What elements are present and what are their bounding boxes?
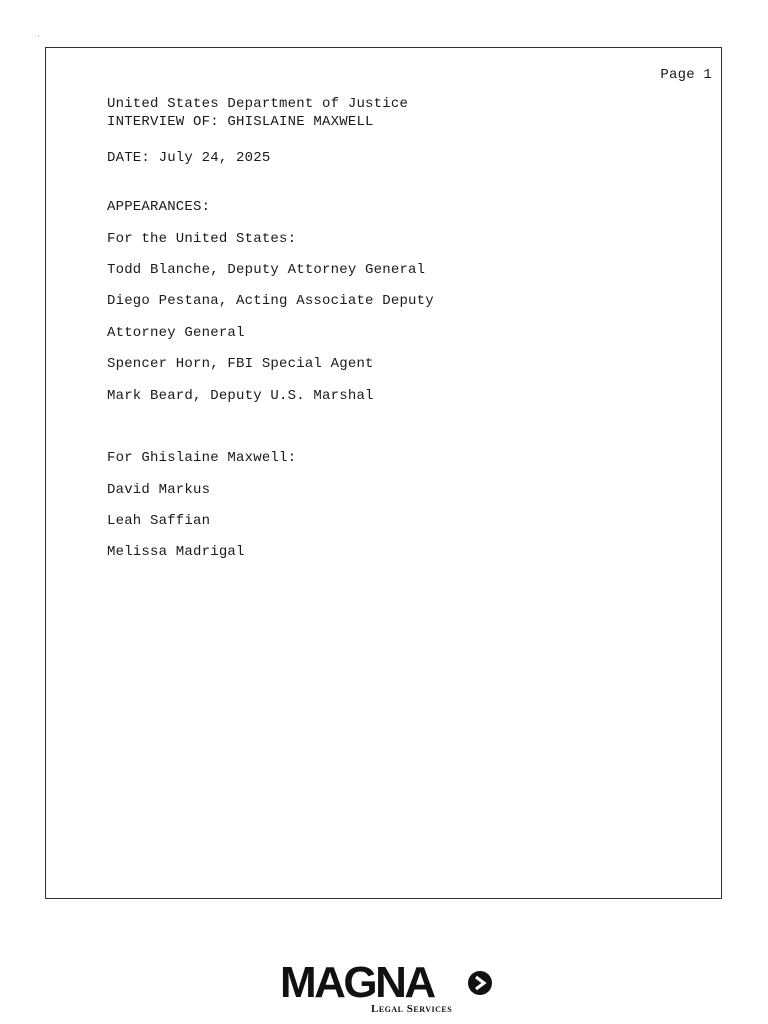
logo-tagline: Legal Services bbox=[371, 1003, 453, 1015]
defense-counsel-heading: For Ghislaine Maxwell: bbox=[107, 450, 297, 466]
magna-logo bbox=[280, 958, 495, 1018]
interview-date: DATE: July 24, 2025 bbox=[107, 150, 271, 166]
us-counsel-line: Diego Pestana, Acting Associate Deputy bbox=[107, 293, 434, 309]
us-counsel-line: Todd Blanche, Deputy Attorney General bbox=[107, 262, 426, 278]
agency-name: United States Department of Justice bbox=[107, 96, 409, 112]
arrow-circle-icon bbox=[467, 970, 493, 996]
us-counsel-heading: For the United States: bbox=[107, 231, 297, 247]
corner-mark bbox=[38, 36, 39, 37]
appearances-heading: APPEARANCES: bbox=[107, 199, 211, 215]
defense-counsel-line: Leah Saffian bbox=[107, 513, 211, 529]
page-number: Page 1 bbox=[660, 67, 712, 83]
interview-title: INTERVIEW OF: GHISLAINE MAXWELL bbox=[107, 114, 374, 130]
transcript-page bbox=[45, 47, 722, 899]
us-counsel-line: Spencer Horn, FBI Special Agent bbox=[107, 356, 374, 372]
defense-counsel-line: Melissa Madrigal bbox=[107, 544, 245, 560]
logo-wordmark: MAGNA bbox=[280, 958, 434, 1007]
defense-counsel-line: David Markus bbox=[107, 482, 211, 498]
us-counsel-line: Attorney General bbox=[107, 325, 245, 341]
us-counsel-line: Mark Beard, Deputy U.S. Marshal bbox=[107, 388, 374, 404]
